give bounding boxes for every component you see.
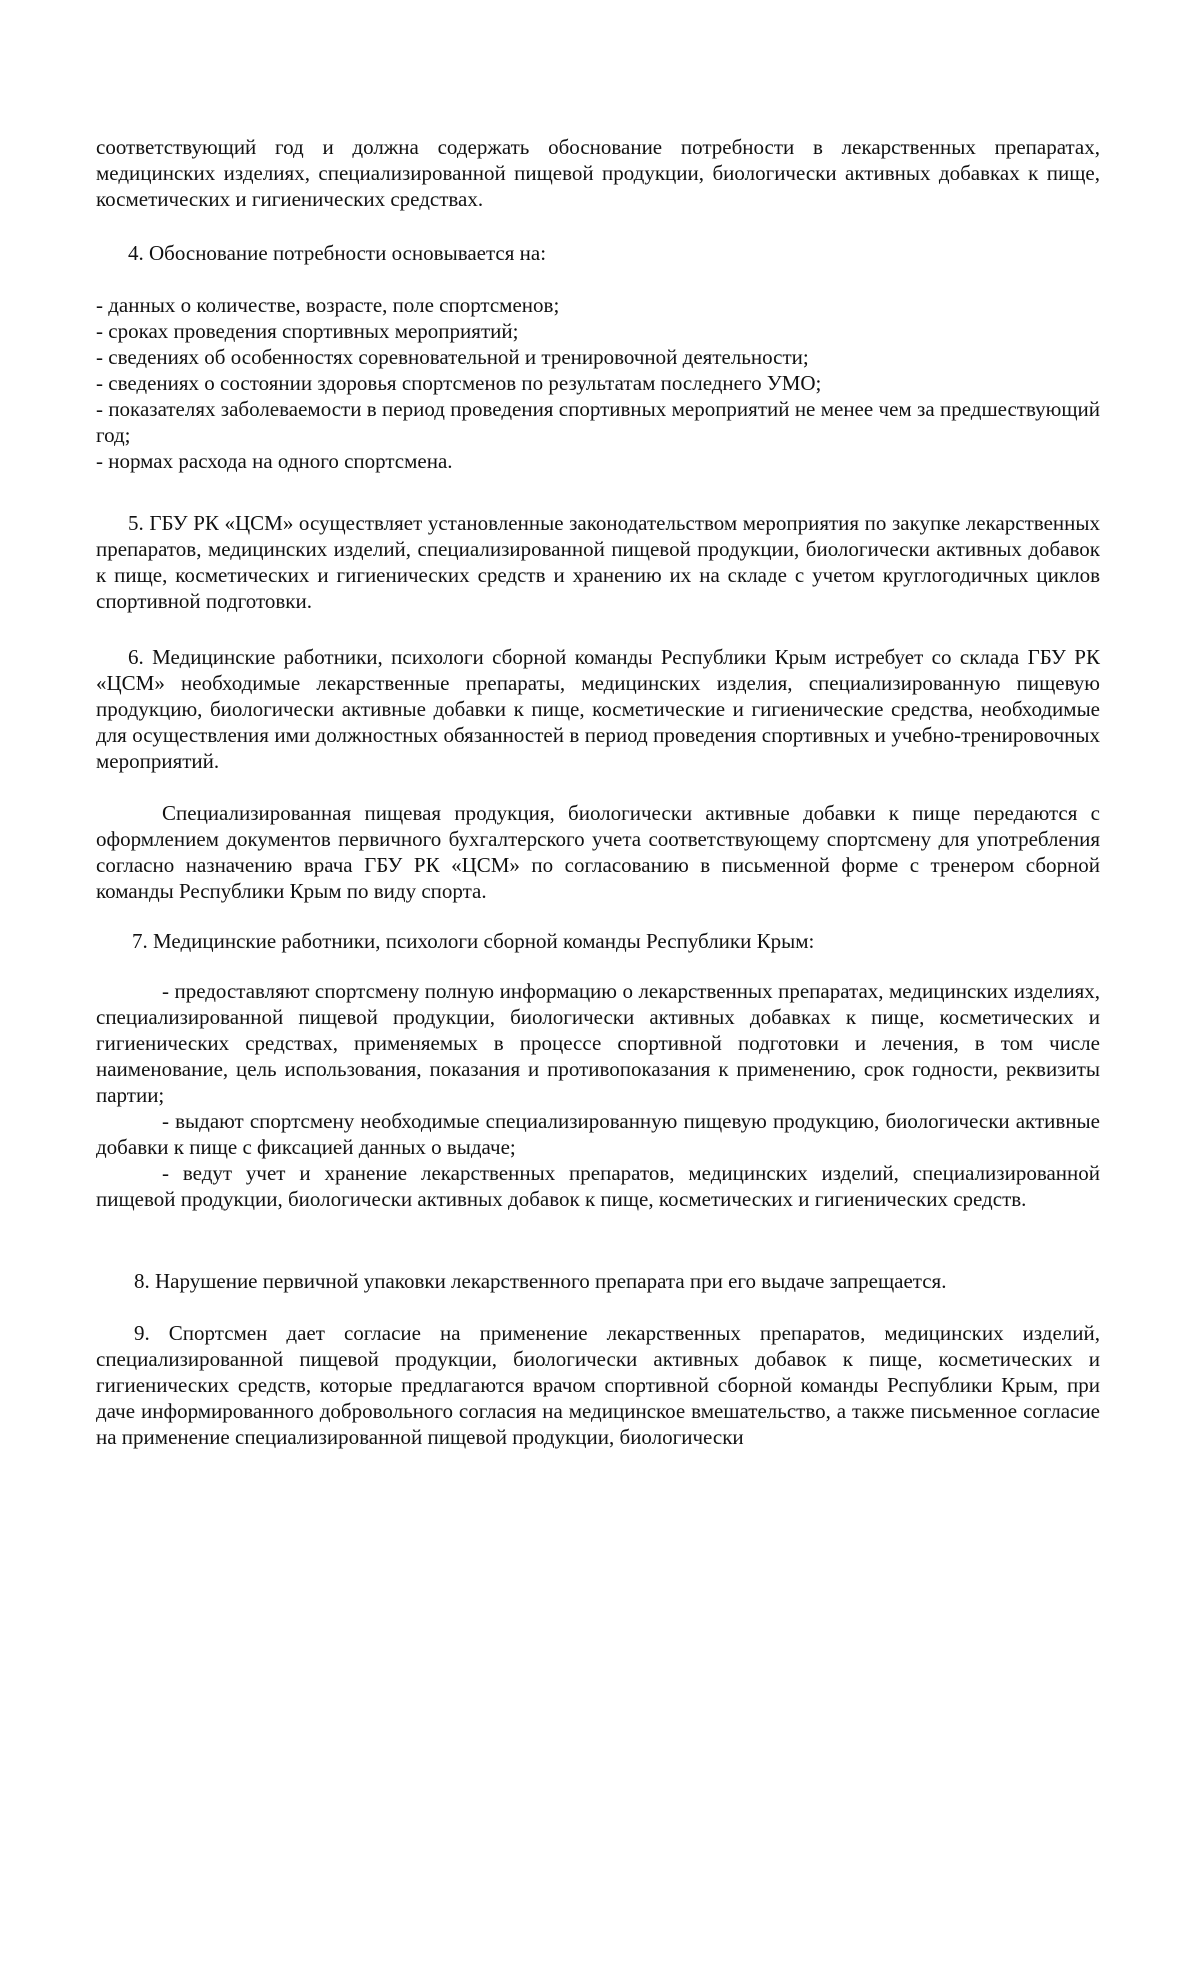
- section-6-paragraph: 6. Медицинские работники, психологи сборной команды Республики Крым истребует со склада ГБУ РК «ЦСМ» необходимые лекарственные препараты, медицинских изделия, специализированную пищевую продукцию, биологически активные добавки к пище, косметические и гигиенические средства, необходимые для осуществления ими должностных обязанностей в период проведения спортивных и учебно-тренировочных мероприятий.: [96, 645, 1100, 773]
- section-8-paragraph: 8. Нарушение первичной упаковки лекарственного препарата при его выдаче запрещается.: [134, 1269, 947, 1293]
- list-item: - данных о количестве, возрасте, поле спортсменов;: [96, 293, 560, 317]
- section-6-continuation: Специализированная пищевая продукция, биологически активные добавки к пище передаются с оформлением документов первичного бухгалтерского учета соответствующему спортсмену для употребления согласно назначению врача ГБУ РК «ЦСМ» по согласованию в письменной форме с тренером сборной команды Республики Крым по виду спорта.: [96, 801, 1100, 903]
- list-item: - нормах расхода на одного спортсмена.: [96, 449, 453, 473]
- intro-paragraph: соответствующий год и должна содержать обоснование потребности в лекарственных препаратах, медицинских изделиях, специализированной пищевой продукции, биологически активных добавках к пище, косметических и гигиенических средствах.: [96, 135, 1100, 211]
- section-4-heading: 4. Обоснование потребности основывается на:: [128, 241, 547, 265]
- list-item: - выдают спортсмену необходимые специализированную пищевую продукцию, биологически активные добавки к пище с фиксацией данных о выдаче;: [96, 1109, 1100, 1159]
- list-item: - предоставляют спортсмену полную информацию о лекарственных препаратах, медицинских изделиях, специализированной пищевой продукции, биологически активных добавках к пище, косметических и гигиенических средствах, применяемых в процессе спортивной подготовки и лечения, в том числе наименование, цель использования, показания и противопоказания к применению, срок годности, реквизиты партии;: [96, 979, 1100, 1107]
- list-item: - ведут учет и хранение лекарственных препаратов, медицинских изделий, специализированной пищевой продукции, биологически активных добавок к пище, косметических и гигиенических средств.: [96, 1161, 1100, 1211]
- list-item: - сроках проведения спортивных мероприятий;: [96, 319, 519, 343]
- section-9-paragraph: 9. Спортсмен дает согласие на применение лекарственных препаратов, медицинских изделий, специализированной пищевой продукции, биологически активных добавок к пище, косметических и гигиенических средств, которые предлагаются врачом спортивной сборной команды Республики Крым, при даче информированного добровольного согласия на медицинское вмешательство, а также письменное согласие на применение специализированной пищевой продукции, биологически: [96, 1321, 1100, 1449]
- section-7-list: [96, 978, 1100, 1212]
- list-item: - сведениях об особенностях соревновательной и тренировочной деятельности;: [96, 345, 809, 369]
- section-5-paragraph: 5. ГБУ РК «ЦСМ» осуществляет установленные законодательством мероприятия по закупке лекарственных препаратов, медицинских изделий, специализированной пищевой продукции, биологически активных добавок к пище, косметических и гигиенических средств и хранению их на складе с учетом круглогодичных циклов спортивной подготовки.: [96, 511, 1100, 613]
- section-7-heading: 7. Медицинские работники, психологи сборной команды Республики Крым:: [132, 929, 815, 953]
- section-4-list: [96, 292, 1100, 474]
- list-item: - показателях заболеваемости в период проведения спортивных мероприятий не менее чем за предшествующий год;: [96, 397, 1100, 447]
- list-item: - сведениях о состоянии здоровья спортсменов по результатам последнего УМО;: [96, 371, 822, 395]
